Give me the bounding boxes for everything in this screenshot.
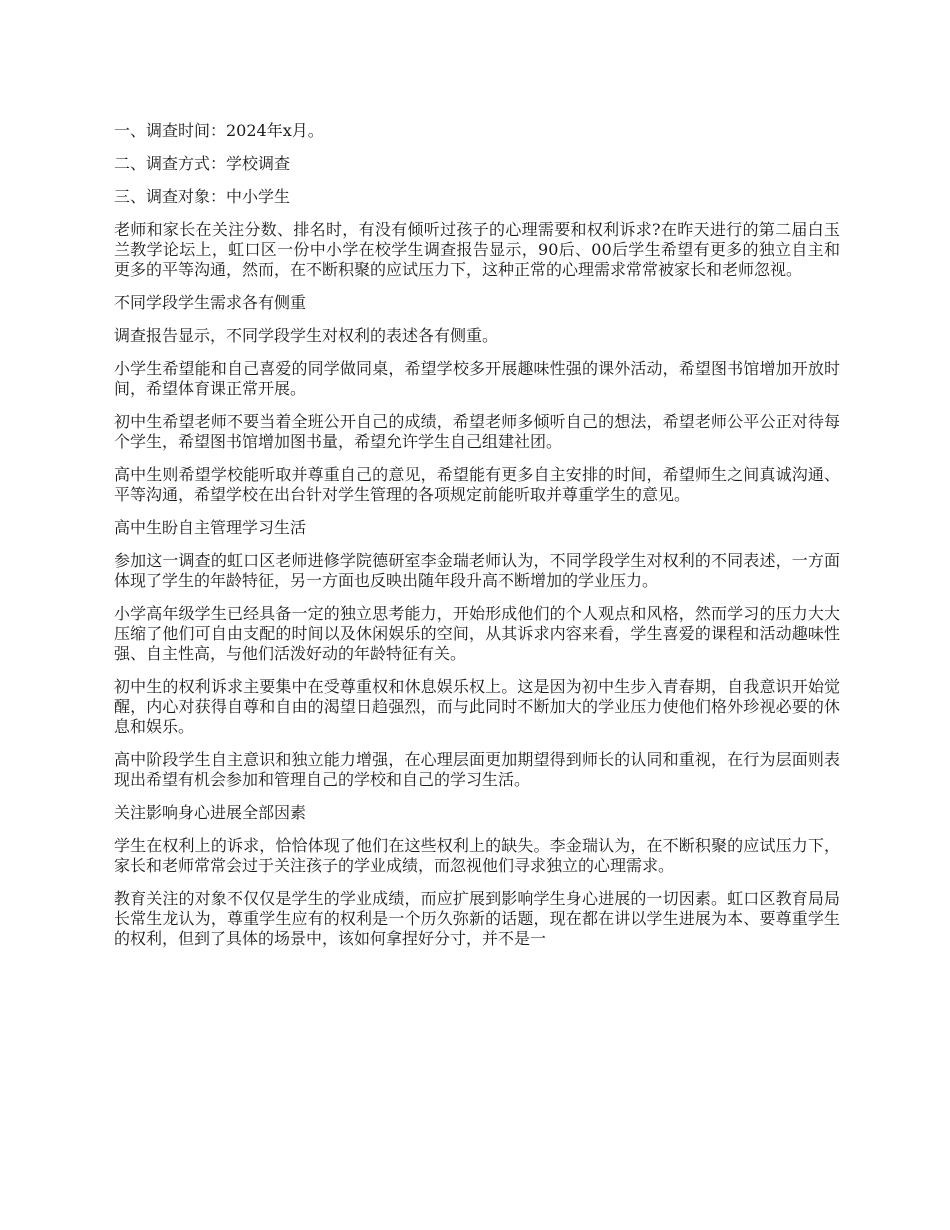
body-paragraph: 教育关注的对象不仅仅是学生的学业成绩，而应扩展到影响学生身心进展的一切因素。虹口区教育局局长常生龙认为，尊重学生应有的权利是一个历久弥新的话题，现在都在讲以学生进展为本、要尊重学生的权利，但到了具体的场景中，该如何拿捏好分寸，并不是一	[114, 889, 840, 948]
body-paragraph: 高中阶段学生自主意识和独立能力增强，在心理层面更加期望得到师长的认同和重视，在行为层面则表现出希望有机会参加和管理自己的学校和自己的学习生活。	[114, 750, 840, 789]
body-paragraph: 初中生希望老师不要当着全班公开自己的成绩，希望老师多倾听自己的想法，希望老师公平公正对待每个学生，希望图书馆增加图书量，希望允许学生自己组建社团。	[114, 412, 840, 451]
body-paragraph: 小学生希望能和自己喜爱的同学做同桌，希望学校多开展趣味性强的课外活动，希望图书馆增加开放时间，希望体育课正常开展。	[114, 359, 840, 398]
body-paragraph: 小学高年级学生已经具备一定的独立思考能力，开始形成他们的个人观点和风格，然而学习的压力大大压缩了他们可自由支配的时间以及休闲娱乐的空间，从其诉求内容来看，学生喜爱的课程和活动趣味性强、自主性高，与他们活泼好动的年龄特征有关。	[114, 604, 840, 663]
body-paragraph: 初中生的权利诉求主要集中在受尊重权和休息娱乐权上。这是因为初中生步入青春期，自我意识开始觉醒，内心对获得自尊和自由的渴望日趋强烈，而与此同时不断加大的学业压力使他们格外珍视必要的休息和娱乐。	[114, 677, 840, 736]
body-paragraph: 高中生则希望学校能听取并尊重自己的意见，希望能有更多自主安排的时间，希望师生之间真诚沟通、平等沟通，希望学校在出台针对学生管理的各项规定前能听取并尊重学生的意见。	[114, 465, 840, 504]
survey-method-line: 二、调查方式：学校调查	[114, 154, 291, 173]
body-paragraph: 调查报告显示，不同学段学生对权利的表述各有侧重。	[114, 326, 499, 345]
intro-paragraph: 老师和家长在关注分数、排名时，有没有倾听过孩子的心理需要和权利诉求?在昨天进行的第二届白玉兰教学论坛上，虹口区一份中小学在校学生调查报告显示，90后、00后学生希望有更多的独立自主和更多的平等沟通，然而，在不断积聚的应试压力下，这种正常的心理需求常常被家长和老师忽视。	[114, 220, 840, 279]
document-body	[114, 121, 840, 962]
section-heading: 关注影响身心进展全部因素	[114, 803, 307, 822]
body-paragraph: 学生在权利上的诉求，恰恰体现了他们在这些权利上的缺失。李金瑞认为，在不断积聚的应试压力下，家长和老师常常会过于关注孩子的学业成绩，而忽视他们寻求独立的心理需求。	[114, 836, 840, 875]
section-heading: 不同学段学生需求各有侧重	[114, 293, 307, 312]
survey-subject-line: 三、调查对象：中小学生	[114, 187, 291, 206]
body-paragraph: 参加这一调查的虹口区老师进修学院德研室李金瑞老师认为，不同学段学生对权利的不同表述，一方面体现了学生的年龄特征，另一方面也反映出随年段升高不断增加的学业压力。	[114, 551, 840, 590]
section-heading: 高中生盼自主管理学习生活	[114, 518, 307, 537]
survey-time-line: 一、调查时间：2024年x月。	[114, 121, 324, 140]
